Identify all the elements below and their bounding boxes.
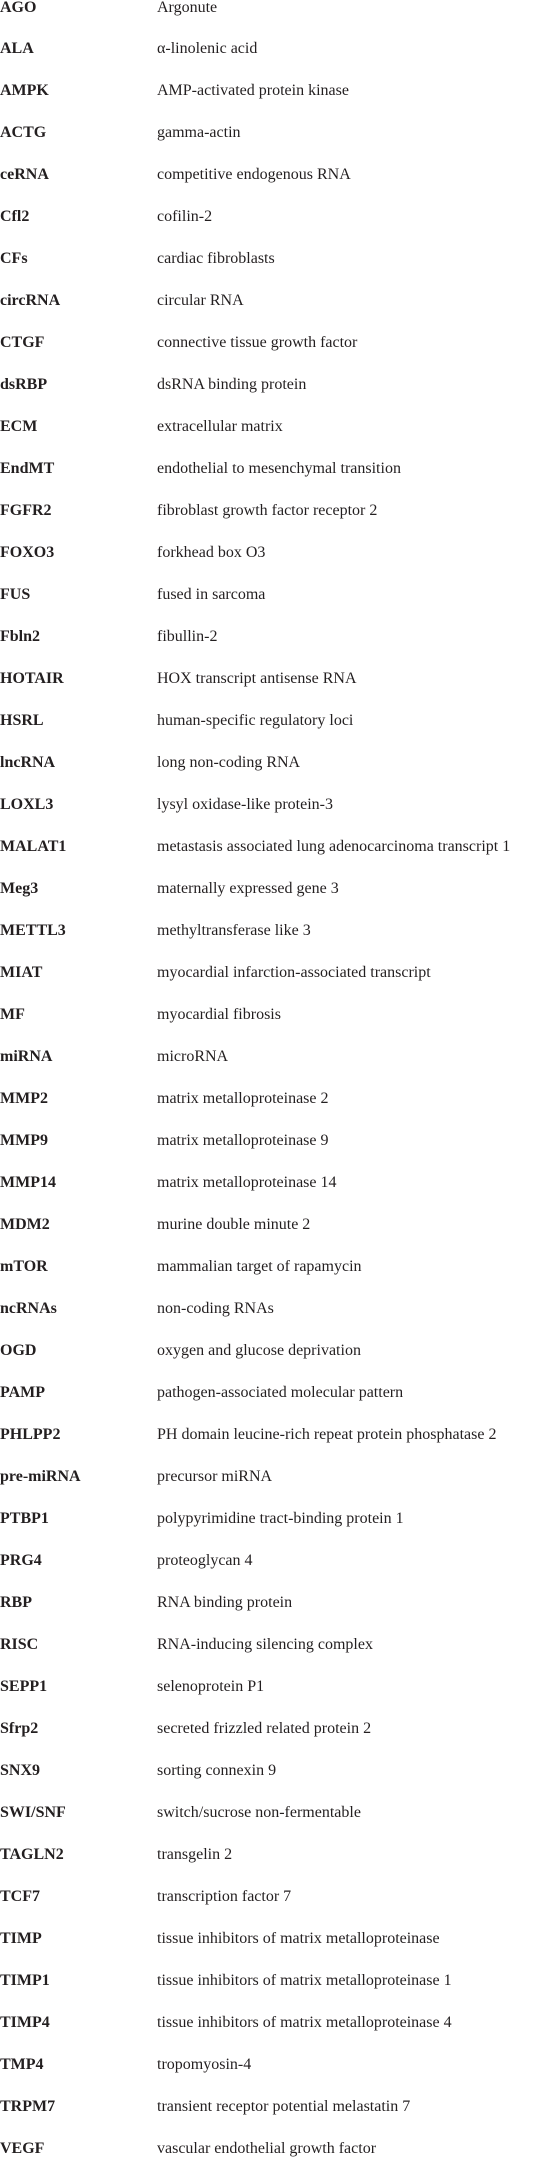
list-item	[0, 2099, 558, 2141]
abbreviation-term: mTOR	[0, 1258, 48, 1275]
abbreviation-definition: secreted frizzled related protein 2	[157, 1720, 372, 1737]
abbreviation-term: CTGF	[0, 334, 45, 351]
abbreviation-term: circRNA	[0, 292, 61, 309]
list-item	[0, 1217, 558, 1259]
list-item	[0, 461, 558, 503]
list-item	[0, 1847, 558, 1889]
abbreviation-definition: proteoglycan 4	[157, 1552, 253, 1569]
abbreviation-term: RBP	[0, 1594, 32, 1611]
abbreviation-term: TMP4	[0, 2056, 44, 2073]
abbreviation-term: MMP2	[0, 1090, 48, 1107]
abbreviation-term: AMPK	[0, 82, 49, 99]
abbreviation-definition: competitive endogenous RNA	[157, 166, 351, 183]
abbreviation-term: ceRNA	[0, 166, 49, 183]
abbreviation-term: FOXO3	[0, 544, 55, 561]
abbreviation-definition: matrix metalloproteinase 9	[157, 1132, 329, 1149]
list-item	[0, 1007, 558, 1049]
abbreviation-definition: long non-coding RNA	[157, 754, 301, 771]
abbreviation-definition: cardiac fibroblasts	[157, 250, 275, 267]
list-item	[0, 545, 558, 587]
abbreviation-term: TIMP1	[0, 1972, 50, 1989]
list-item	[0, 1133, 558, 1175]
abbreviation-term: lncRNA	[0, 754, 56, 771]
abbreviation-definition: Argonute	[157, 0, 218, 16]
abbreviation-term: MMP9	[0, 1132, 48, 1149]
abbreviation-term: AGO	[0, 0, 37, 16]
list-item	[0, 1343, 558, 1385]
abbreviation-definition: myocardial infarction-associated transcript	[157, 964, 431, 981]
abbreviation-term: ACTG	[0, 124, 47, 141]
abbreviation-term: VEGF	[0, 2140, 45, 2157]
list-item	[0, 503, 558, 545]
abbreviation-term: Cfl2	[0, 208, 30, 225]
list-item	[0, 41, 558, 83]
abbreviation-definition: transcription factor 7	[157, 1888, 292, 1905]
abbreviation-definition: endothelial to mesenchymal transition	[157, 460, 401, 477]
abbreviation-definition: RNA-inducing silencing complex	[157, 1636, 373, 1653]
list-item	[0, 1259, 558, 1301]
abbreviation-term: ncRNAs	[0, 1300, 57, 1317]
abbreviation-definition: switch/sucrose non-fermentable	[157, 1804, 361, 1821]
list-item	[0, 125, 558, 167]
abbreviation-term: MDM2	[0, 1216, 50, 1233]
abbreviation-definition: PH domain leucine-rich repeat protein phosphatase 2	[157, 1426, 497, 1443]
list-item	[0, 251, 558, 293]
abbreviation-definition: human-specific regulatory loci	[157, 712, 354, 729]
abbreviation-term: PRG4	[0, 1552, 42, 1569]
abbreviation-definition: extracellular matrix	[157, 418, 283, 435]
list-item	[0, 167, 558, 209]
abbreviation-definition: microRNA	[157, 1048, 229, 1065]
list-item	[0, 1553, 558, 1595]
abbreviation-definition: dsRNA binding protein	[157, 376, 307, 393]
list-item	[0, 2057, 558, 2099]
list-item	[0, 1889, 558, 1931]
list-item	[0, 1091, 558, 1133]
list-item	[0, 1973, 558, 2015]
list-item	[0, 419, 558, 461]
abbreviation-definition: methyltransferase like 3	[157, 922, 311, 939]
abbreviation-term: FUS	[0, 586, 31, 603]
abbreviation-term: Meg3	[0, 880, 39, 897]
list-item	[0, 2015, 558, 2057]
list-item	[0, 713, 558, 755]
abbreviation-term: SWI/SNF	[0, 1804, 66, 1821]
abbreviation-term: SNX9	[0, 1762, 41, 1779]
list-item	[0, 1511, 558, 1553]
list-item	[0, 587, 558, 629]
abbreviation-term: ECM	[0, 418, 38, 435]
list-item	[0, 797, 558, 839]
abbreviation-definition: precursor miRNA	[157, 1468, 273, 1485]
list-item	[0, 1385, 558, 1427]
abbreviation-term: HSRL	[0, 712, 44, 729]
abbreviation-definition: transient receptor potential melastatin 7	[157, 2098, 411, 2115]
abbreviation-definition: non-coding RNAs	[157, 1300, 274, 1317]
list-item	[0, 377, 558, 419]
abbreviation-definition: cofilin-2	[157, 208, 213, 225]
abbreviation-term: dsRBP	[0, 376, 48, 393]
abbreviation-definition: RNA binding protein	[157, 1594, 293, 1611]
abbreviation-definition: metastasis associated lung adenocarcinoma transcript 1	[157, 838, 511, 855]
abbreviation-term: TRPM7	[0, 2098, 56, 2115]
list-item	[0, 293, 558, 335]
abbreviation-definition: murine double minute 2	[157, 1216, 311, 1233]
abbreviation-term: pre-miRNA	[0, 1468, 81, 1485]
abbreviation-definition: vascular endothelial growth factor	[157, 2140, 377, 2157]
abbreviation-term: ALA	[0, 40, 34, 57]
abbreviation-definition: polypyrimidine tract-binding protein 1	[157, 1510, 404, 1527]
abbreviation-definition: selenoprotein P1	[157, 1678, 265, 1695]
abbreviation-definition: matrix metalloproteinase 2	[157, 1090, 329, 1107]
abbreviation-term: MIAT	[0, 964, 43, 981]
abbreviation-definition: circular RNA	[157, 292, 244, 309]
list-item	[0, 1301, 558, 1343]
abbreviation-term: Sfrp2	[0, 1720, 39, 1737]
list-item	[0, 1763, 558, 1805]
abbreviation-definition: mammalian target of rapamycin	[157, 1258, 362, 1275]
list-item	[0, 1805, 558, 1847]
abbreviation-term: PTBP1	[0, 1510, 49, 1527]
abbreviation-definition: connective tissue growth factor	[157, 334, 358, 351]
abbreviation-term: TIMP4	[0, 2014, 50, 2031]
abbreviation-definition: fibroblast growth factor receptor 2	[157, 502, 378, 519]
abbreviation-definition: forkhead box O3	[157, 544, 266, 561]
abbreviation-term: RISC	[0, 1636, 39, 1653]
abbreviation-term: EndMT	[0, 460, 55, 477]
list-item	[0, 1679, 558, 1721]
abbreviation-term: Fbln2	[0, 628, 41, 645]
abbreviation-term: PHLPP2	[0, 1426, 61, 1443]
abbreviation-definition: sorting connexin 9	[157, 1762, 277, 1779]
abbreviation-definition: fused in sarcoma	[157, 586, 266, 603]
abbreviation-definition: transgelin 2	[157, 1846, 233, 1863]
abbreviation-definition: α-linolenic acid	[157, 40, 258, 57]
list-item	[0, 1721, 558, 1763]
abbreviation-term: METTL3	[0, 922, 66, 939]
list-item	[0, 0, 558, 41]
list-item	[0, 923, 558, 965]
abbreviation-definition: pathogen-associated molecular pattern	[157, 1384, 404, 1401]
abbreviation-term: MMP14	[0, 1174, 56, 1191]
list-item	[0, 629, 558, 671]
abbreviation-term: PAMP	[0, 1384, 46, 1401]
abbreviation-term: TCF7	[0, 1888, 40, 1905]
abbreviation-definition: tropomyosin-4	[157, 2056, 252, 2073]
abbreviation-definition: tissue inhibitors of matrix metalloproteinase 4	[157, 2014, 452, 2031]
abbreviation-definition: tissue inhibitors of matrix metalloproteinase	[157, 1930, 440, 1947]
list-item	[0, 671, 558, 713]
list-item	[0, 1427, 558, 1469]
list-item	[0, 209, 558, 251]
abbreviation-term: HOTAIR	[0, 670, 64, 687]
list-item	[0, 965, 558, 1007]
abbreviation-definition: myocardial fibrosis	[157, 1006, 281, 1023]
list-item	[0, 881, 558, 923]
abbreviation-definition: oxygen and glucose deprivation	[157, 1342, 361, 1359]
abbreviation-term: CFs	[0, 250, 28, 267]
abbreviation-term: SEPP1	[0, 1678, 48, 1695]
list-item	[0, 2141, 558, 2183]
abbreviation-definition: lysyl oxidase-like protein-3	[157, 796, 333, 813]
abbreviation-definition: HOX transcript antisense RNA	[157, 670, 357, 687]
list-item	[0, 1931, 558, 1973]
list-item	[0, 839, 558, 881]
abbreviation-term: TIMP	[0, 1930, 42, 1947]
abbreviation-term: OGD	[0, 1342, 37, 1359]
abbreviation-term: FGFR2	[0, 502, 52, 519]
abbreviation-term: MALAT1	[0, 838, 67, 855]
abbreviation-term: miRNA	[0, 1048, 53, 1065]
list-item	[0, 1595, 558, 1637]
abbreviation-definition: tissue inhibitors of matrix metalloproteinase 1	[157, 1972, 452, 1989]
abbreviation-definition: AMP-activated protein kinase	[157, 82, 349, 99]
list-item	[0, 335, 558, 377]
abbreviation-definition: fibullin-2	[157, 628, 218, 645]
abbreviation-definition: matrix metalloproteinase 14	[157, 1174, 337, 1191]
list-item	[0, 1469, 558, 1511]
abbreviation-definition: maternally expressed gene 3	[157, 880, 339, 897]
list-item	[0, 755, 558, 797]
list-item	[0, 83, 558, 125]
abbreviation-definition: gamma-actin	[157, 124, 241, 141]
abbreviation-term: LOXL3	[0, 796, 54, 813]
list-item	[0, 1637, 558, 1679]
abbreviation-term: TAGLN2	[0, 1846, 64, 1863]
abbreviation-term: MF	[0, 1006, 25, 1023]
list-item	[0, 1049, 558, 1091]
list-item	[0, 1175, 558, 1217]
